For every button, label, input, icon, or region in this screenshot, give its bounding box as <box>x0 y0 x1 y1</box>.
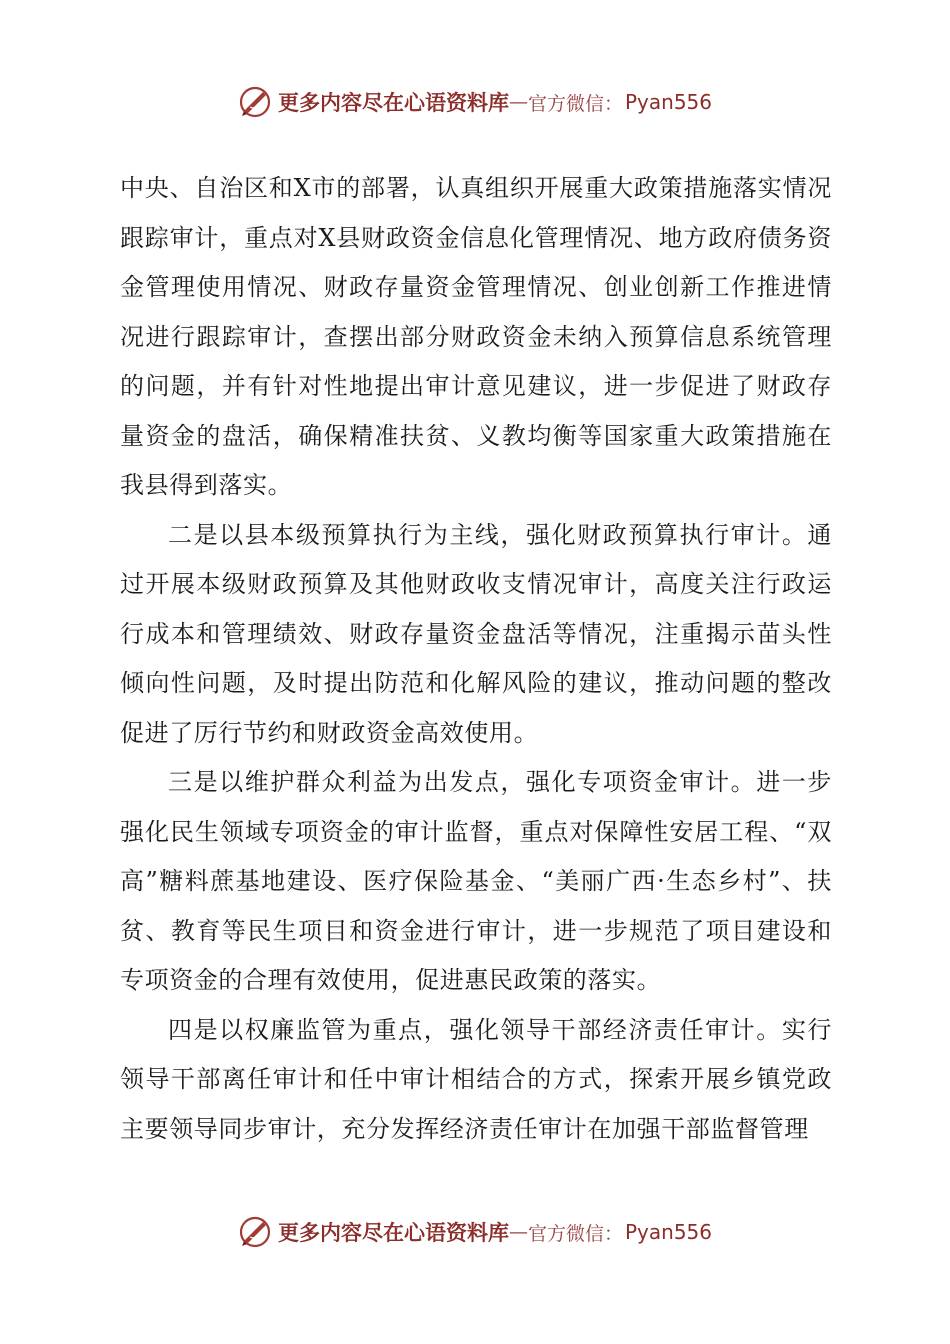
banner-wechat-label: 官方微信： <box>527 1222 623 1245</box>
document-body <box>120 164 832 1154</box>
paragraph-2: 二是以县本级预算执行为主线，强化财政预算执行审计。通过开展本级财政预算及其他财政收支情况审计，高度关注行政运行成本和管理绩效、财政存量资金盘活等情况，注重揭示苗头性倾向性问题，及时提出防范和化解风险的建议，推动问题的整改促进了厉行节约和财政资金高效使用。 <box>120 520 832 747</box>
header-banner <box>0 82 950 122</box>
paragraph-4: 四是以权廉监管为重点，强化领导干部经济责任审计。实行领导干部离任审计和任中审计相结合的方式，探索开展乡镇党政主要领导同步审计，充分发挥经济责任审计在加强干部监督管理 <box>120 1015 832 1143</box>
banner-site-text: 更多内容尽在心语资料库 <box>277 90 509 115</box>
banner-site-text: 更多内容尽在心语资料库 <box>277 1220 509 1245</box>
banner-wechat-id: Pyan556 <box>625 1220 713 1244</box>
pen-logo-icon <box>238 85 272 119</box>
banner-wechat-label: 官方微信： <box>527 92 623 115</box>
banner-wechat-id: Pyan556 <box>625 90 713 114</box>
pen-logo-icon <box>238 1215 272 1249</box>
banner-dash: — <box>508 91 528 113</box>
paragraph-1: 中央、自治区和X市的部署，认真组织开展重大政策措施落实情况跟踪审计，重点对X县财政资金信息化管理情况、地方政府债务资金管理使用情况、财政存量资金管理情况、创业创新工作推进情况进行跟踪审计，查摆出部分财政资金未纳入预算信息系统管理的问题，并有针对性地提出审计意见建议，进一步促进了财政存量资金的盘活，确保精准扶贫、义教均衡等国家重大政策措施在我县得到落实。 <box>120 174 832 499</box>
paragraph-3: 三是以维护群众利益为出发点，强化专项资金审计。进一步强化民生领域专项资金的审计监督，重点对保障性安居工程、“双高”糖料蔗基地建设、医疗保险基金、“美丽广西·生态乡村”、扶贫、教育等民生项目和资金进行审计，进一步规范了项目建设和专项资金的合理有效使用，促进惠民政策的落实。 <box>120 768 832 994</box>
footer-banner <box>0 1212 950 1252</box>
banner-dash: — <box>508 1221 528 1243</box>
